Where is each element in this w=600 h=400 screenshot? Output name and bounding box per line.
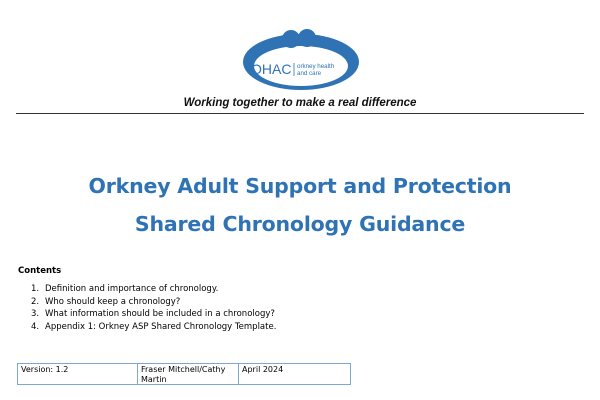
logo-subtitle-line1: orkney health: [297, 63, 335, 70]
contents-item-text: Definition and importance of chronology.: [45, 284, 219, 294]
contents-item-number: 1.: [31, 284, 40, 294]
logo-acronym: OHAC: [251, 61, 292, 77]
contents-item: [0, 308, 276, 321]
contents-item-text: Appendix 1: Orkney ASP Shared Chronology Template.: [45, 321, 277, 332]
contents-item-number: 4.: [31, 321, 40, 332]
contents-item-number: 3.: [31, 309, 40, 319]
contents-item-number: 2.: [31, 296, 40, 307]
contents-heading: Contents: [18, 266, 62, 276]
contents-item: [0, 283, 276, 296]
ohac-logo: [239, 26, 363, 92]
contents-item: [0, 321, 276, 334]
contents-item: [0, 296, 276, 309]
contents-list: [0, 283, 276, 333]
version-cell: Version: 1.2: [21, 365, 69, 374]
authors-cell: Fraser Mitchell/Cathy Martin: [137, 364, 238, 384]
tagline: Working together to make a real difference: [183, 97, 417, 109]
document-title-line1: Orkney Adult Support and Protection: [88, 174, 512, 198]
document-title-line2: Shared Chronology Guidance: [134, 212, 466, 236]
logo-subtitle-line2: and care: [297, 70, 322, 77]
version-table: [17, 363, 351, 385]
logo-head-right: [298, 29, 316, 47]
header-rule: [16, 113, 584, 114]
date-cell: April 2024: [238, 364, 350, 384]
contents-item-text: Who should keep a chronology?: [45, 296, 181, 307]
contents-item-text: What information should be included in a chronology?: [45, 309, 275, 319]
logo-head-left: [282, 30, 300, 48]
